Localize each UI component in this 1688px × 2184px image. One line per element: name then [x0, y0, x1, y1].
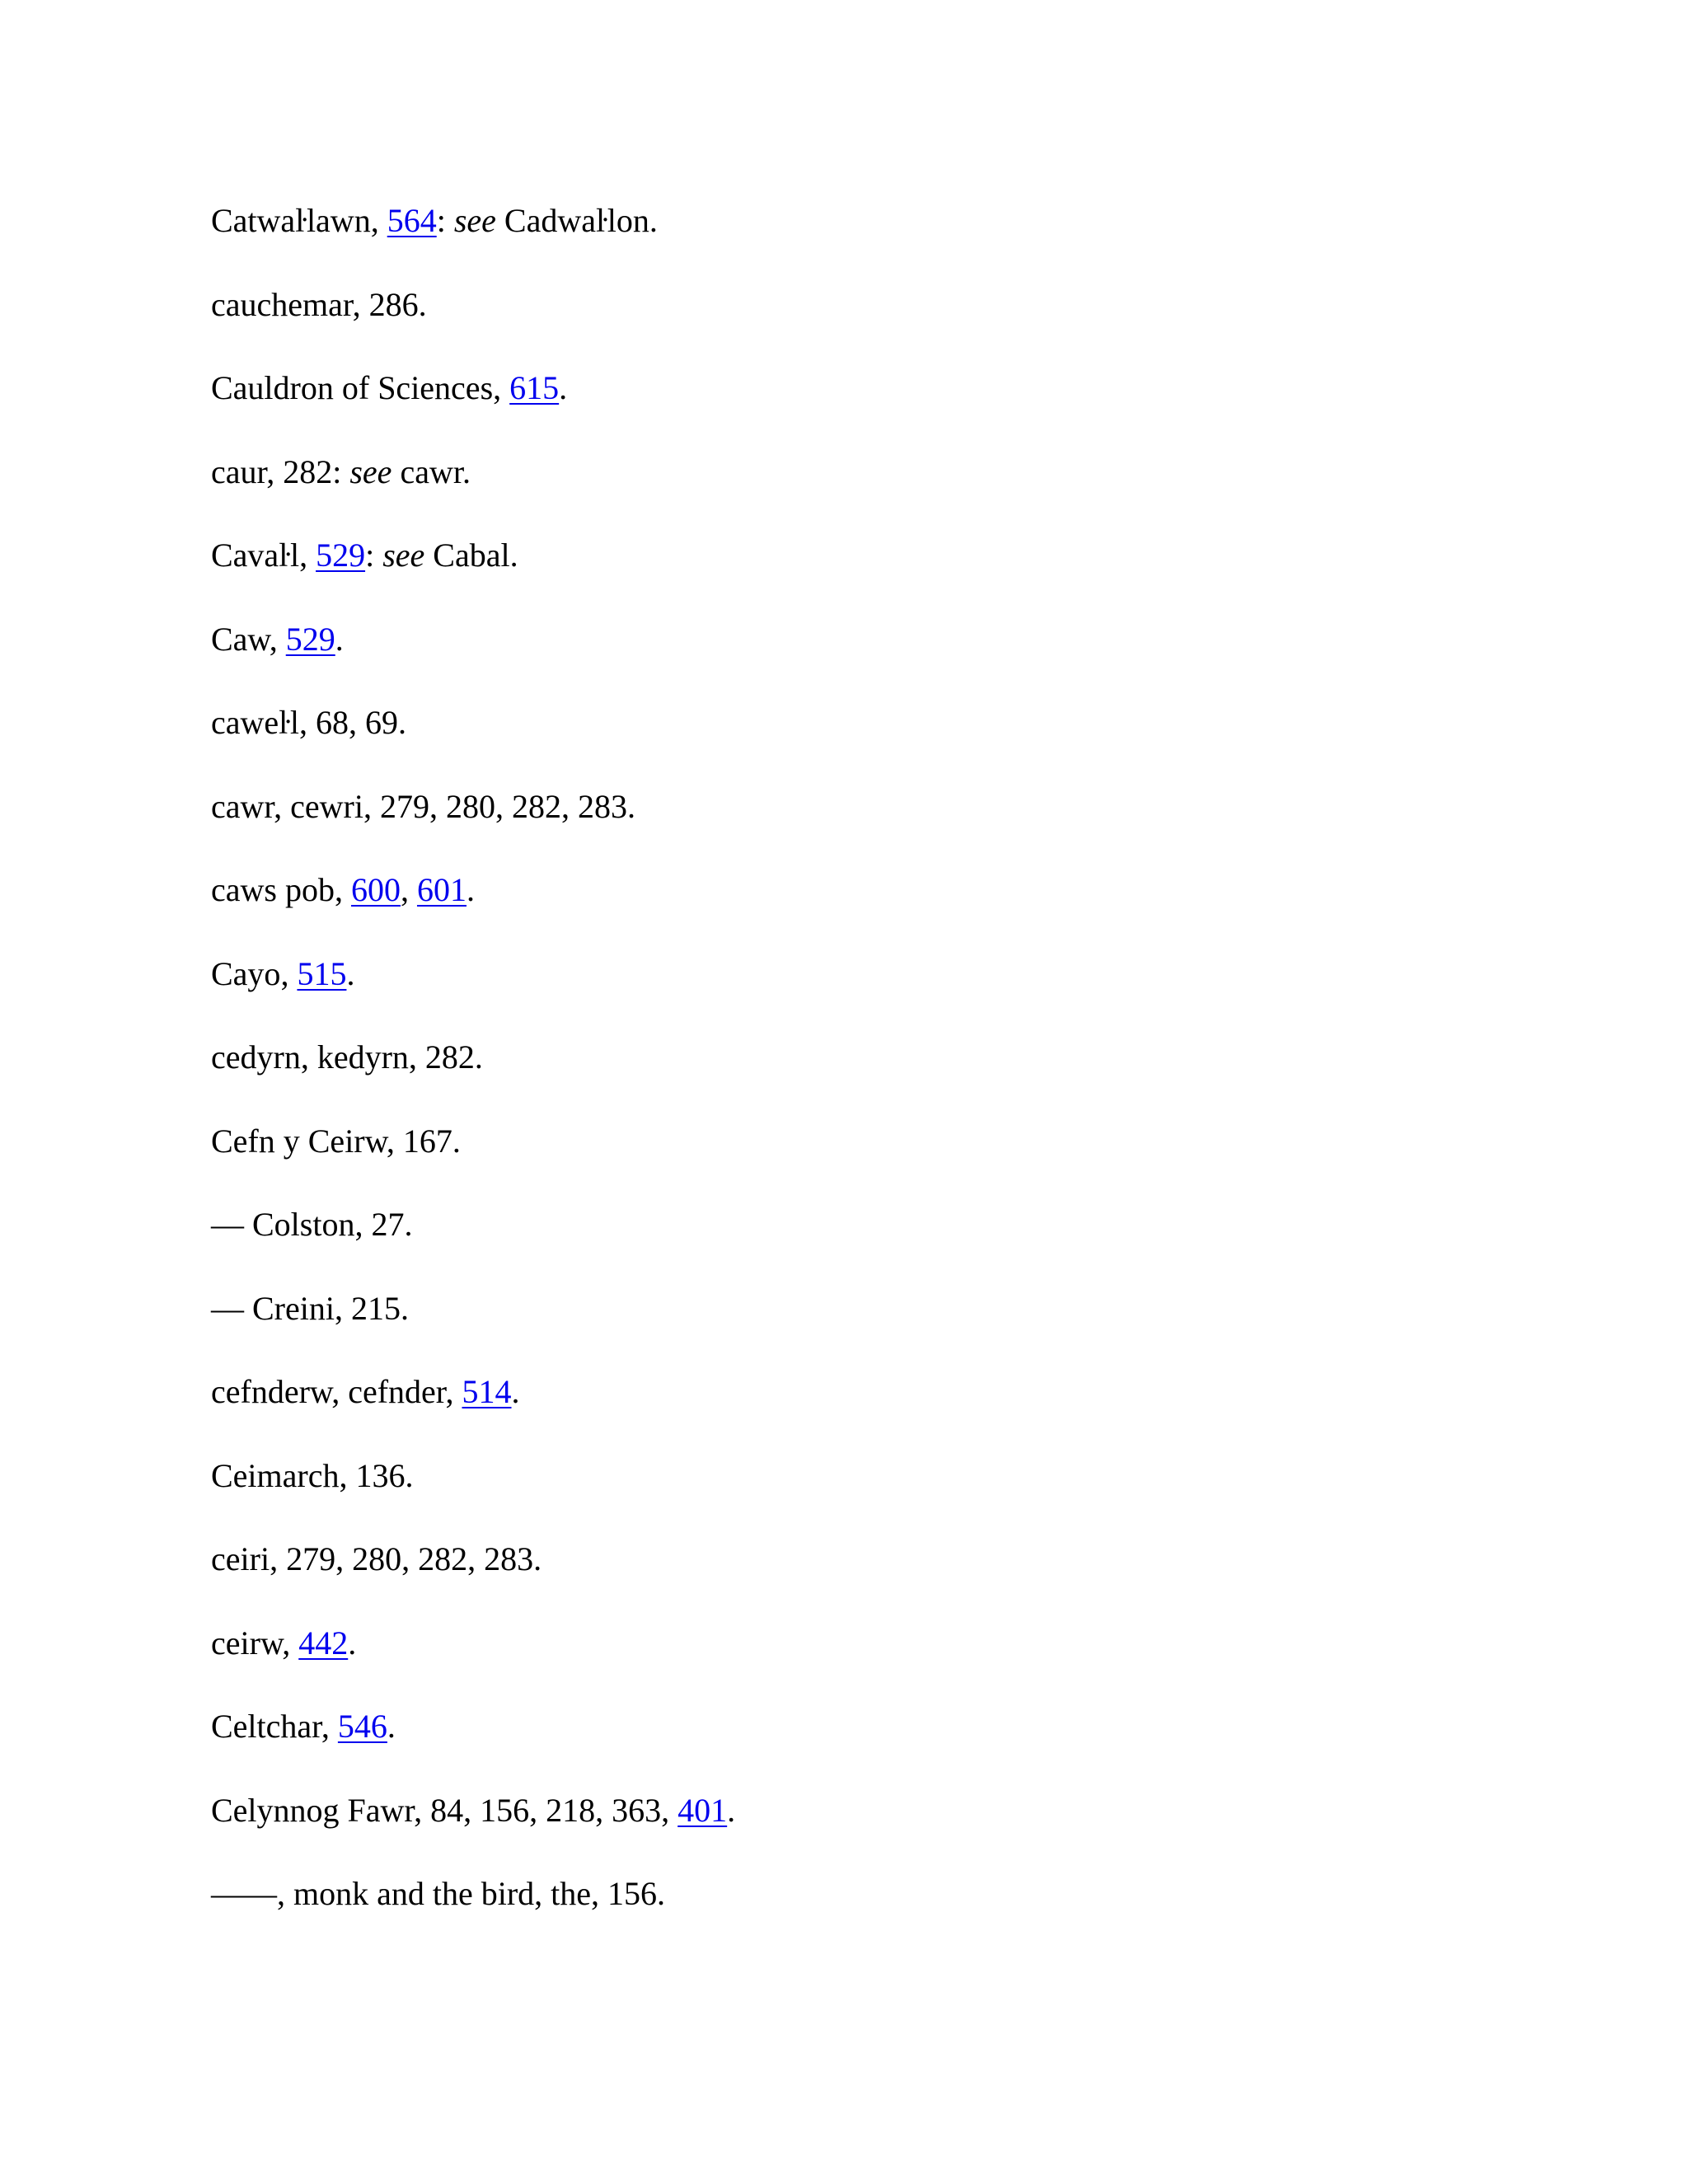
index-reference-text: , [370, 202, 387, 239]
index-entry [211, 1276, 1612, 1360]
index-entry [211, 523, 1612, 607]
index-reference-text: cawr. [392, 452, 471, 490]
index-term: Catwaŀlawn [211, 202, 371, 239]
page-reference-link[interactable]: 529 [316, 537, 366, 574]
see-reference-label: see [382, 537, 425, 574]
index-entry [211, 272, 1612, 356]
index-entry [211, 774, 1612, 858]
index-reference-text: Cabal. [424, 537, 518, 574]
index-term: Cefn y Ceirw [211, 1122, 387, 1160]
index-reference-text: , 167. [386, 1122, 461, 1160]
index-reference-text: , [282, 1624, 299, 1661]
index-reference-text: , [445, 1373, 462, 1410]
index-reference-text: . [348, 1624, 357, 1661]
index-reference-text: . [559, 369, 568, 406]
index-entry [211, 1778, 1612, 1862]
index-reference-text: . [466, 871, 475, 908]
index-entry [211, 690, 1612, 774]
index-entry [211, 1610, 1612, 1694]
index-reference-text: Cadwaŀlon. [495, 202, 658, 239]
index-reference-text: , [334, 871, 351, 908]
index-term: — Colston [211, 1206, 355, 1243]
page-reference-link[interactable]: 546 [337, 1708, 387, 1745]
index-entry [211, 1108, 1612, 1193]
index-term: Celtchar [211, 1708, 321, 1745]
index-entry [211, 1526, 1612, 1610]
index-term: caur [211, 452, 267, 490]
page-reference-link[interactable]: 564 [387, 202, 437, 239]
page-reference-link[interactable]: 401 [678, 1791, 728, 1829]
index-term: ceiri [211, 1540, 270, 1577]
index-reference-text: , [299, 537, 316, 574]
index-term: — Creini [211, 1289, 335, 1327]
index-entry [211, 1861, 1612, 1945]
index-entry [211, 1024, 1612, 1108]
index-list [211, 188, 1612, 1945]
index-entry [211, 1694, 1612, 1778]
index-reference-text: . [335, 620, 344, 658]
index-term: cauchemar [211, 285, 353, 323]
page-reference-link[interactable]: 442 [298, 1624, 349, 1661]
index-reference-text: , [269, 620, 286, 658]
index-term: Cayo [211, 954, 281, 992]
index-reference-text: : [436, 202, 454, 239]
index-entry [211, 941, 1612, 1025]
index-entry [211, 188, 1612, 272]
index-term: cedyrn, kedyrn [211, 1038, 409, 1076]
index-entry [211, 439, 1612, 523]
index-reference-text: , 215. [334, 1289, 409, 1327]
index-term: Cavaŀl [211, 537, 300, 574]
index-reference-text: , 84, 156, 218, 363, [414, 1791, 678, 1829]
index-reference-text: . [727, 1791, 736, 1829]
index-reference-text: , 279, 280, 282, 283. [363, 787, 635, 825]
index-term: cawr, cewri [211, 787, 363, 825]
index-reference-text: , [280, 954, 298, 992]
index-reference-text: , [400, 871, 417, 908]
index-reference-text: , [321, 1708, 338, 1745]
index-term: caws pob [211, 871, 335, 908]
index-reference-text: . [346, 954, 355, 992]
index-reference-text: . [387, 1708, 396, 1745]
index-reference-text: , 68, 69. [299, 704, 407, 741]
see-reference-label: see [453, 202, 496, 239]
index-reference-text: , 136. [339, 1456, 414, 1494]
index-reference-text: , 282. [408, 1038, 483, 1076]
index-entry [211, 355, 1612, 439]
index-entry [211, 1359, 1612, 1443]
index-entry [211, 607, 1612, 691]
index-reference-text: , 286. [352, 285, 427, 323]
page-reference-link[interactable]: 515 [297, 954, 347, 992]
index-term: Celynnog Fawr [211, 1791, 415, 1829]
index-entry [211, 1192, 1612, 1276]
index-reference-text: : [365, 537, 383, 574]
page-reference-link[interactable]: 600 [350, 871, 401, 908]
index-term: caweŀl [211, 704, 300, 741]
index-reference-text: , 282: [266, 452, 350, 490]
index-reference-text: , 27. [354, 1206, 413, 1243]
index-reference-text: . [511, 1373, 520, 1410]
index-term: Caw [211, 620, 270, 658]
page-reference-link[interactable]: 514 [462, 1373, 512, 1410]
index-term: Cauldron of Sciences [211, 369, 494, 406]
index-term: cefnderw, cefnder [211, 1373, 446, 1410]
see-reference-label: see [349, 452, 392, 490]
index-entry [211, 1443, 1612, 1527]
page-reference-link[interactable]: 601 [416, 871, 467, 908]
index-term: —— [211, 1875, 277, 1912]
index-reference-text: , 279, 280, 282, 283. [270, 1540, 542, 1577]
index-term: Ceimarch [211, 1456, 340, 1494]
index-entry [211, 857, 1612, 941]
page-reference-link[interactable]: 615 [509, 369, 560, 406]
index-reference-text: , [493, 369, 510, 406]
index-reference-text: , monk and the bird, the, 156. [277, 1875, 666, 1912]
page-reference-link[interactable]: 529 [285, 620, 335, 658]
index-term: ceirw [211, 1624, 283, 1661]
